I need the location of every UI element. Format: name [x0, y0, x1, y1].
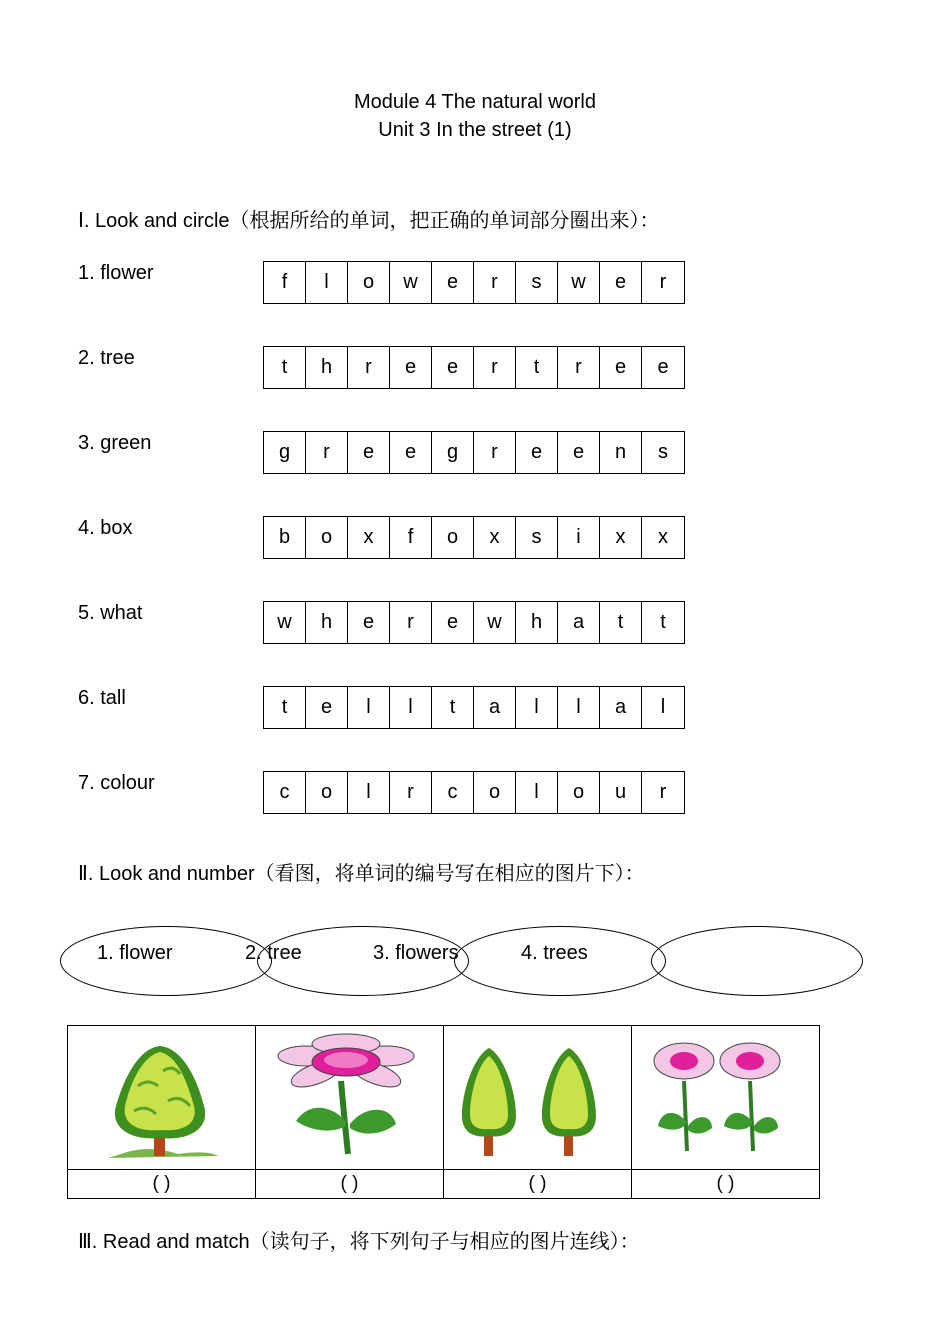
flower-icon-left	[654, 1043, 714, 1151]
letter-cell[interactable]: l	[660, 696, 666, 718]
letter-cell[interactable]: l	[348, 687, 390, 728]
letter-cell[interactable]: s	[658, 441, 668, 463]
letter-cell[interactable]: u	[600, 772, 642, 813]
picture-cell-3	[444, 1026, 632, 1170]
section2-heading: Ⅱ. Look and number（看图，将单词的编号写在相应的图片下）：	[78, 863, 645, 885]
letter-cell[interactable]: o	[474, 772, 516, 813]
letter-cell[interactable]: x	[600, 517, 642, 558]
letter-cell[interactable]: o	[306, 772, 348, 813]
letter-cell[interactable]: r	[474, 432, 516, 473]
letter-cell[interactable]: g	[264, 432, 306, 473]
letter-cell[interactable]: e	[390, 432, 432, 473]
letter-cell[interactable]: l	[348, 772, 390, 813]
flower-icon-right	[720, 1043, 780, 1151]
answer-blank-2[interactable]: ( )	[256, 1170, 444, 1199]
answer-blank-3[interactable]: ( )	[444, 1170, 632, 1199]
tree-icon-right	[542, 1048, 596, 1156]
word-option-tree: 2. tree	[245, 942, 302, 964]
letter-cell[interactable]: e	[348, 602, 390, 643]
letter-cell[interactable]: b	[264, 517, 306, 558]
letter-cell[interactable]: o	[432, 517, 474, 558]
letter-grid-3	[263, 431, 685, 474]
letter-cell[interactable]: h	[306, 602, 348, 643]
letter-cell[interactable]: r	[348, 347, 390, 388]
letter-cell[interactable]: t	[264, 347, 306, 388]
letter-cell[interactable]: e	[390, 347, 432, 388]
letter-cell[interactable]: a	[600, 687, 642, 728]
letter-cell[interactable]: e	[348, 432, 390, 473]
letter-grid-5	[263, 601, 685, 644]
letter-cell[interactable]: e	[432, 602, 474, 643]
letter-cell[interactable]: o	[348, 262, 390, 303]
letter-cell[interactable]: r	[474, 347, 516, 388]
picture-cell-2	[256, 1026, 444, 1170]
section3-heading: Ⅲ. Read and match（读句子，将下列句子与相应的图片连线）：	[78, 1231, 640, 1253]
letter-cell[interactable]: r	[659, 781, 667, 803]
letter-cell[interactable]: e	[657, 356, 669, 378]
letter-cell[interactable]: x	[348, 517, 390, 558]
letter-cell[interactable]: s	[516, 517, 558, 558]
letter-cell[interactable]: x	[474, 517, 516, 558]
trees-picture	[444, 1026, 631, 1164]
section1-heading: Ⅰ. Look and circle（根据所给的单词，把正确的单词部分圈出来）：	[78, 210, 660, 232]
letter-cell[interactable]: t	[660, 611, 666, 633]
letter-cell[interactable]: t	[600, 602, 642, 643]
circle-word-2: 2. tree	[78, 347, 135, 369]
letter-cell[interactable]: w	[474, 602, 516, 643]
letter-cell[interactable]: w	[264, 602, 306, 643]
letter-cell[interactable]: w	[558, 262, 600, 303]
tree-picture	[68, 1026, 255, 1164]
letter-cell[interactable]: f	[264, 262, 306, 303]
letter-cell[interactable]: t	[432, 687, 474, 728]
letter-cell[interactable]: r	[390, 772, 432, 813]
letter-cell[interactable]: e	[432, 262, 474, 303]
letter-cell[interactable]: t	[264, 687, 306, 728]
answer-blank-1[interactable]: ( )	[68, 1170, 256, 1199]
letter-cell[interactable]: r	[390, 602, 432, 643]
letter-cell[interactable]: x	[658, 526, 668, 548]
letter-cell[interactable]: c	[264, 772, 306, 813]
picture-cell-4	[632, 1026, 820, 1170]
letter-cell[interactable]: s	[516, 262, 558, 303]
letter-cell[interactable]: o	[306, 517, 348, 558]
letter-cell[interactable]: r	[306, 432, 348, 473]
letter-cell[interactable]: r	[558, 347, 600, 388]
circle-word-6: 6. tall	[78, 687, 126, 709]
letter-grid-7	[263, 771, 685, 814]
letter-grid-4	[263, 516, 685, 559]
letter-cell[interactable]: a	[474, 687, 516, 728]
flowers-picture	[632, 1026, 819, 1164]
letter-cell[interactable]: l	[516, 772, 558, 813]
word-option-trees: 4. trees	[521, 942, 588, 964]
letter-cell[interactable]: e	[600, 262, 642, 303]
circle-word-1: 1. flower	[78, 262, 154, 284]
word-option-flower: 1. flower	[97, 942, 173, 964]
circle-word-3: 3. green	[78, 432, 152, 454]
letter-cell[interactable]: r	[659, 271, 667, 293]
picture-cell-1	[68, 1026, 256, 1170]
letter-cell[interactable]: i	[558, 517, 600, 558]
letter-cell[interactable]: l	[558, 687, 600, 728]
unit-title: Unit 3 In the street (1)	[378, 119, 572, 141]
word-option-flowers: 3. flowers	[373, 942, 459, 964]
module-title: Module 4 The natural world	[354, 91, 596, 113]
letter-cell[interactable]: w	[390, 262, 432, 303]
letter-cell[interactable]: h	[306, 347, 348, 388]
letter-cell[interactable]: e	[600, 347, 642, 388]
circle-word-7: 7. colour	[78, 772, 155, 794]
circle-word-5: 5. what	[78, 602, 143, 624]
letter-cell[interactable]: h	[516, 602, 558, 643]
tree-icon-left	[462, 1048, 516, 1156]
letter-grid-6	[263, 686, 685, 729]
letter-cell[interactable]: g	[432, 432, 474, 473]
letter-cell[interactable]: l	[390, 687, 432, 728]
letter-cell[interactable]: t	[516, 347, 558, 388]
picture-table	[67, 1025, 820, 1199]
letter-cell[interactable]: c	[432, 772, 474, 813]
letter-grid-2	[263, 346, 685, 389]
letter-cell[interactable]: e	[432, 347, 474, 388]
letter-grid-1	[263, 261, 685, 304]
flower-picture	[256, 1026, 443, 1164]
flower-icon	[278, 1034, 414, 1154]
answer-blank-4[interactable]: ( )	[632, 1170, 820, 1199]
letter-cell[interactable]: r	[474, 262, 516, 303]
letter-cell[interactable]: e	[306, 687, 348, 728]
letter-cell[interactable]: o	[558, 772, 600, 813]
circle-word-4: 4. box	[78, 517, 133, 539]
letter-cell[interactable]: n	[600, 432, 642, 473]
letter-cell[interactable]: a	[558, 602, 600, 643]
letter-cell[interactable]: l	[306, 262, 348, 303]
letter-cell[interactable]: l	[516, 687, 558, 728]
tree-icon	[108, 1046, 218, 1158]
letter-cell[interactable]: e	[516, 432, 558, 473]
letter-cell[interactable]: f	[390, 517, 432, 558]
letter-cell[interactable]: e	[558, 432, 600, 473]
word-ellipse-4	[651, 926, 863, 996]
